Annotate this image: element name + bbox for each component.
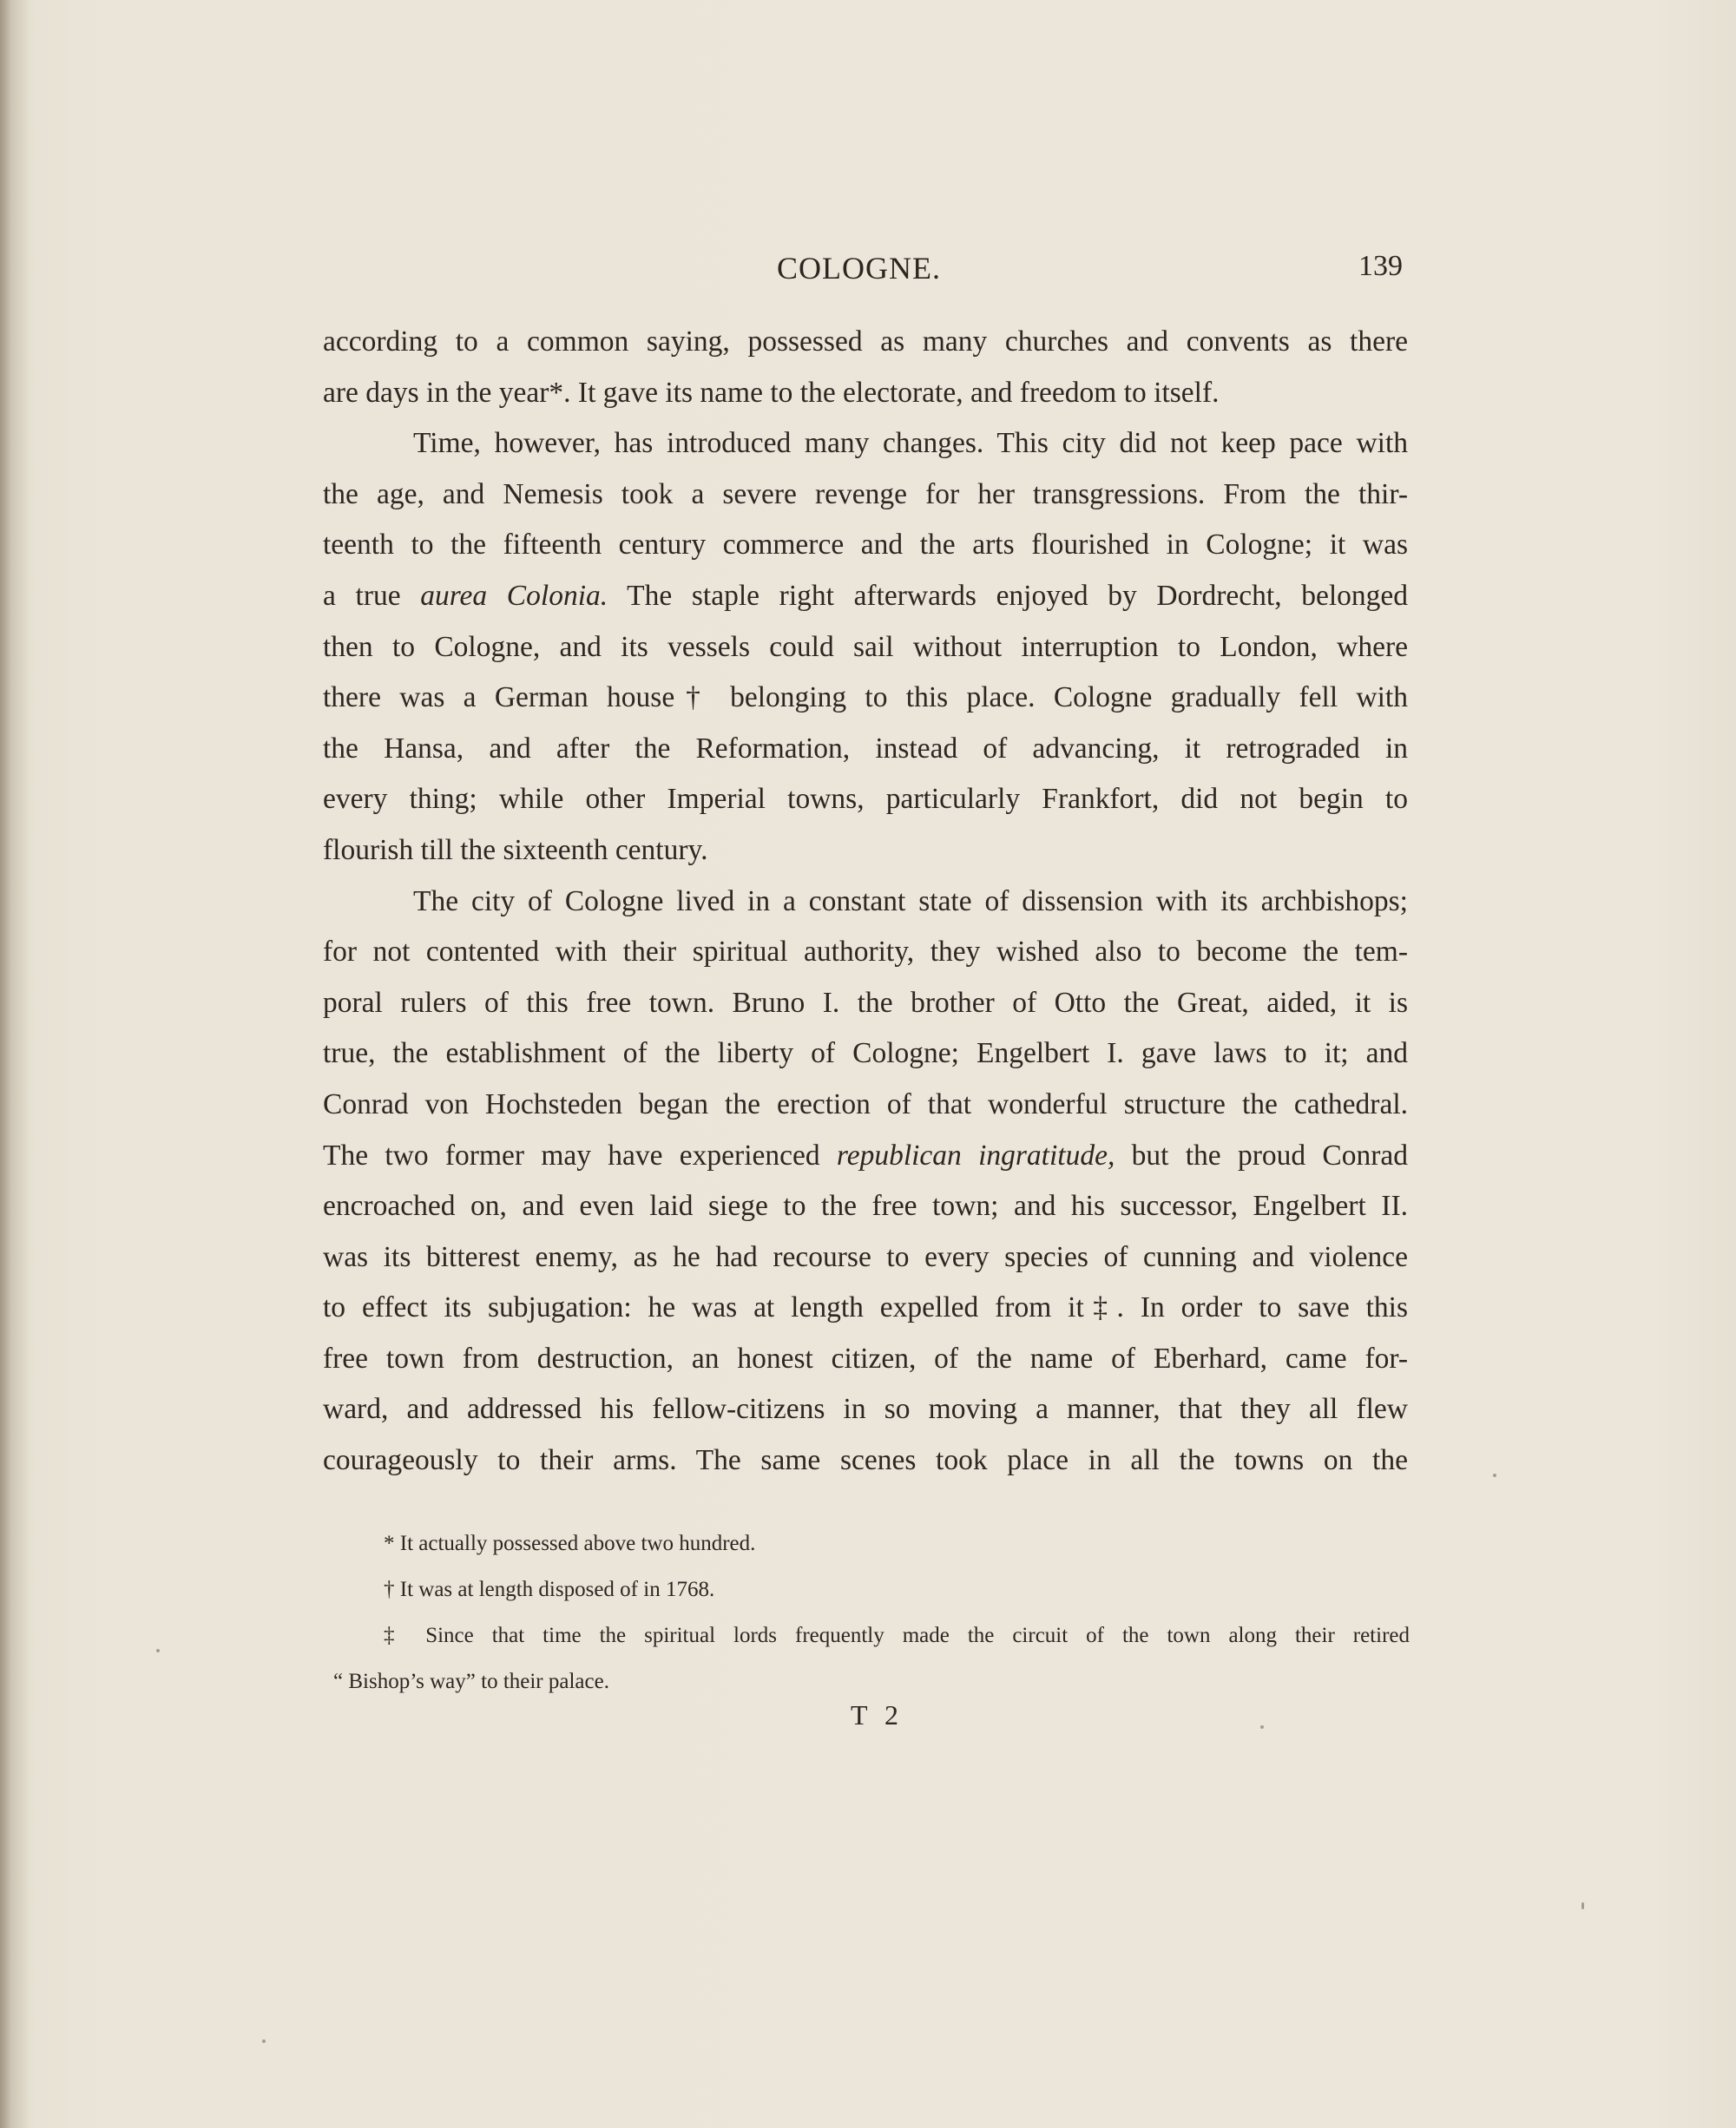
text-line: Time, however, has introduced many changes. This city did not keep pace with [413,427,1408,460]
footnotes [333,1520,1410,1704]
body-text [323,317,1408,1487]
footnote: “ Bishop’s way” to their palace. [333,1670,609,1693]
text-line: are days in the year*. It gave its name to the electorate, and freedom to itself. [323,376,1220,409]
text-line: The city of Cologne lived in a constant state of dissension with its archbishops; [413,884,1408,917]
text-line: poral rulers of this free town. Bruno I. the brother of Otto the Great, aided, it is [323,986,1408,1019]
text-line-italic: The two former may have experienced republican ingratitude, but the proud Conrad [323,1139,1408,1172]
italic-phrase: republican ingratitude, [836,1139,1115,1172]
paper-speck [262,2039,266,2043]
paper-speck [156,1649,160,1652]
text-line: flourish till the sixteenth century. [323,833,708,866]
footnote: ‡ Since that time the spiritual lords frequently made the circuit of the town along their retired [384,1624,1410,1647]
text-line: the age, and Nemesis took a severe revenge for her transgressions. From the thir- [323,477,1408,510]
text-line: to effect its subjugation: he was at length expelled from it‡. In order to save this [323,1291,1408,1324]
text-line: the Hansa, and after the Reformation, instead of advancing, it retrograded in [323,732,1408,765]
text-line: was its bitterest enemy, as he had recourse to every species of cunning and violence [323,1240,1408,1273]
signature-mark: T 2 [851,1699,904,1731]
text-line: courageously to their arms. The same scenes took place in all the towns on the [323,1444,1408,1477]
text-line: then to Cologne, and its vessels could sail without interruption to London, where [323,630,1408,663]
text-line: teenth to the fifteenth century commerce and the arts flourished in Cologne; it was [323,529,1408,562]
text-line: for not contented with their spiritual authority, they wished also to become the tem- [323,936,1408,969]
text-line: Conrad von Hochsteden began the erection of that wonderful structure the cathedral. [323,1087,1408,1120]
text-line-italic: a true aurea Colonia. The staple right afterwards enjoyed by Dordrecht, belonged [323,579,1409,612]
gutter-shadow [0,0,30,2128]
page-number: 139 [1358,250,1403,282]
footnote: * It actually possessed above two hundred. [384,1532,756,1555]
running-head [321,250,1406,293]
text-line: encroached on, and even laid siege to the free town; and his successor, Engelbert II. [323,1190,1408,1223]
text-line: ward, and addressed his fellow-citizens in so moving a manner, that they all flew [323,1393,1408,1426]
paper-speck [1581,1902,1584,1909]
paper-speck [1260,1725,1264,1729]
page-title: COLOGNE. [777,251,941,286]
italic-phrase: aurea Colonia. [420,579,608,612]
text-line: according to a common saying, possessed as many churches and convents as there [323,325,1408,358]
text-line: free town from destruction, an honest citizen, of the name of Eberhard, came for- [323,1342,1408,1375]
text-line: true, the establishment of the liberty of Cologne; Engelbert I. gave laws to it; and [323,1037,1408,1070]
text-line: there was a German house† belonging to this place. Cologne gradually fell with [323,681,1408,714]
text-line: every thing; while other Imperial towns, particularly Frankfort, did not begin to [323,783,1408,816]
paper-speck [1493,1474,1496,1477]
footnote: † It was at length disposed of in 1768. [384,1578,715,1601]
